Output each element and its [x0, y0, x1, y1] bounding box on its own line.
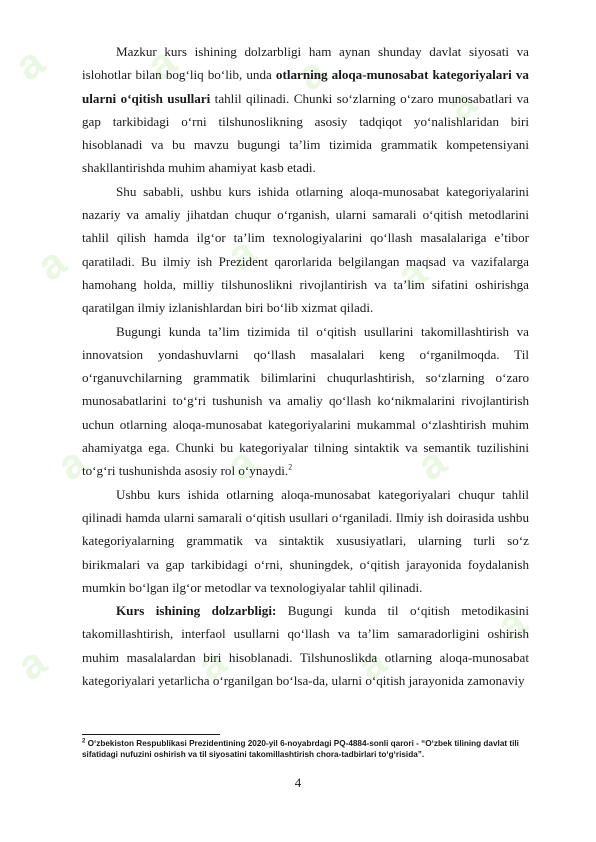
footnote-reference[interactable]: 2 — [288, 462, 293, 472]
watermark-glyph: a — [408, 437, 455, 490]
watermark-glyph: a — [6, 37, 53, 90]
paragraph-5 — [82, 599, 529, 692]
watermark-glyph: a — [438, 77, 485, 130]
paragraph-5-heading: Kurs ishining dolzarbligi: — [116, 603, 277, 619]
footnote-separator — [82, 734, 220, 735]
page-number: 4 — [294, 775, 302, 790]
footnote-mark: 2 — [82, 738, 86, 745]
watermark-glyph: a — [8, 637, 55, 690]
paragraph-1-text-a: Mazkur kurs ishining dolzarbligi ham aynan shunday davlat siyosati va islohotlar bilan bog‘liq bo‘lib, unda — [82, 44, 529, 83]
watermark-glyph: a — [218, 437, 265, 490]
watermark-glyph: a — [288, 47, 335, 100]
watermark-glyph: a — [388, 247, 435, 300]
watermark-glyph: a — [138, 37, 185, 90]
watermark-glyph: a — [218, 227, 265, 280]
document-body — [82, 37, 529, 692]
paragraph-5-text: Bugungi kunda til o‘qitish metodikasini takomillashtirish, interfaol usullarni qo‘llash va ta’lim samaradorligini oshirish muhim masalalardan biri hisoblanadi. Tilshunoslikda otlarning aloqa-munosabat kategoriyalari yetarlicha o‘rganilgan bo‘lsa-da, ularni o‘qitish jarayonida zamonaviy — [82, 603, 529, 689]
watermark-glyph: a — [48, 437, 95, 490]
paragraph-4: Ushbu kurs ishida otlarning aloqa-munosabat kategoriyalari chuqur tahlil qilinadi hamda ularni samarali o‘qitish usullari o‘rganiladi. Ilmiy ish doirasida ushbu kategoriyalarning grammatik va sintaktik xususiyatlari, ularning turli so‘z birikmalari va gap tarkibidagi o‘rni, shuningdek, o‘qitish jarayonida foydalanish mumkin bo‘lgan ilg‘or metodlar va texnologiyalar tahlil qilinadi. — [82, 486, 529, 595]
footnote-text: O‘zbekiston Respublikasi Prezidentining 2020-yil 6-noyabrdagi PQ-4884-sonli qarori - “O‘zbek tilining davlat tili sifatidagi nufuzini oshirish va til siyosatini takomillashtirish chora-tadbirlari to‘g‘risida”. — [82, 739, 519, 759]
paragraph-3-text: Bugungi kunda ta’lim tizimida til o‘qitish usullarini takomillashtirish va innovatsion yondashuvlarni qo‘llash masalalari keng o‘rganilmoqda. Til o‘rganuvchilarning grammatik bilimlarini chuqurlashtirish, so‘zlarning o‘zaro munosabatlarini to‘g‘ri tushunish va amaliy qo‘llash ko‘nikmalarini rivojlantirish uchun otlarning aloqa-munosabat kategoriyalarini mukammal o‘zlashtirish muhim ahamiyatga ega. Chunki bu kategoriyalar tilning sintaktik va semantik tuzilishini to‘g‘ri tushunishda asosiy rol o‘ynaydi. — [82, 323, 529, 479]
watermark-glyph: a — [188, 637, 235, 690]
paragraph-1-text-c: tahlil qilinadi. Chunki so‘zlarning o‘zaro munosabatlari va gap tarkibidagi o‘rni tilshunoslikning asosiy tadqiqot yo‘nalishlaridan biri hisoblanadi va bu mavzu bugungi ta’lim tizimida grammatik kompetensiyani shakllantirishda muhim ahamiyat kasb etadi. — [82, 90, 529, 176]
watermark-glyph: a — [488, 597, 535, 650]
footnote — [82, 738, 529, 760]
paragraph-1-bold: otlarning aloqa-munosabat kategoriyalari va ularni o‘qitish usullari — [82, 67, 529, 106]
watermark-glyph: a — [348, 637, 395, 690]
paragraph-3 — [82, 320, 529, 483]
watermark-glyph: a — [28, 237, 75, 290]
paragraph-1 — [82, 37, 529, 180]
paragraph-2: Shu sababli, ushbu kurs ishida otlarning aloqa-munosabat kategoriyalarini nazariy va amaliy jihatdan chuqur o‘rganish, ularni samarali o‘qitish metodlarini tahlil qilish hamda ilg‘or ta’lim texnologiyalarini qo‘llash masalalariga e’tibor qaratiladi. Bu ilmiy ish Prezident qarorlarida belgilangan maqsad va vazifalarga hamohang holda, milliy tilshunoslikni rivojlantirish va ta’lim sifatini oshirishga qaratilgan ilmiy izlanishlardan biri bo‘lib xizmat qiladi. — [82, 183, 529, 316]
